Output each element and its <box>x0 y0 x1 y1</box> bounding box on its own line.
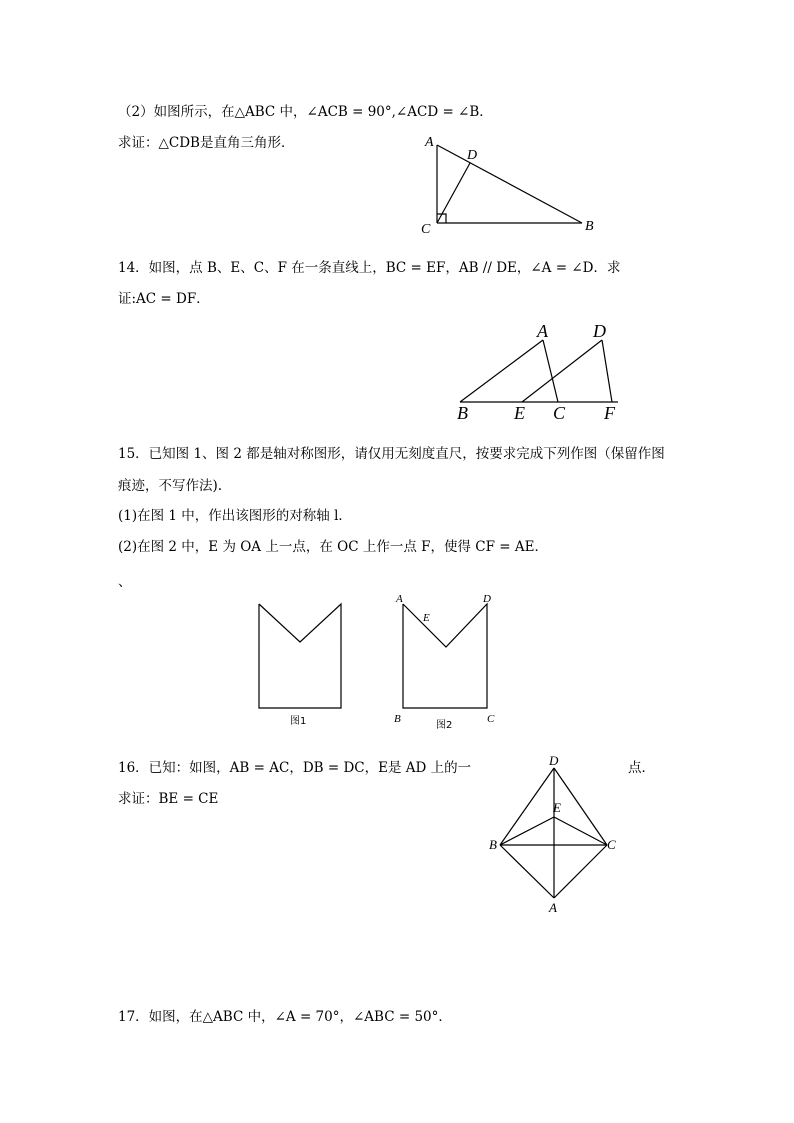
label-b: B <box>489 837 497 852</box>
label-a: A <box>537 321 548 341</box>
label-b: B <box>585 219 594 234</box>
label-c: C <box>607 837 616 852</box>
figure2-caption: 图2 <box>436 720 453 731</box>
label-a: A <box>425 135 434 150</box>
label-b: B <box>457 403 468 423</box>
label-f: F <box>604 403 615 423</box>
segment-db <box>500 768 554 845</box>
segment-ca <box>554 845 607 898</box>
problem14-line1: 14．如图，点 B、E、C、F 在一条直线上，BC = EF，AB // DE，∠A = ∠D．求 <box>118 260 621 276</box>
label-a: A <box>396 593 403 605</box>
problem15-line1: 15．已知图 1、图 2 都是轴对称图形，请仅用无刻度直尺，按要求完成下列作图（保留作图 <box>118 446 665 462</box>
problem15-figure1 <box>250 596 350 731</box>
label-d: D <box>467 148 478 163</box>
problem16-line1: 16．已知：如图，AB = AC，DB = DC，E是 AD 上的一 <box>118 760 472 776</box>
label-e: E <box>423 612 430 624</box>
label-c: C <box>421 222 431 237</box>
label-e: E <box>553 800 561 815</box>
problem16-line1-tail: 点． <box>628 760 655 776</box>
label-b: B <box>394 713 401 725</box>
segment-dc <box>554 768 607 845</box>
segment-ba <box>500 845 554 898</box>
problem15-item2: (2)在图 2 中，E 为 OA 上一点，在 OC 上作一点 F，使得 CF = AE． <box>118 539 548 555</box>
segment-ce <box>554 817 607 845</box>
stray-mark: 、 <box>118 574 132 590</box>
problem14-figure <box>450 318 630 426</box>
problem15-item1: (1)在图 1 中，作出该图形的对称轴 l． <box>118 508 352 524</box>
segment-ed <box>522 340 602 402</box>
problem17-line1: 17．如图，在△ABC 中，∠A = 70°，∠ABC = 50°． <box>118 1009 452 1025</box>
segment-ba <box>460 340 543 402</box>
problem16-figure <box>485 748 625 918</box>
segment-be <box>500 817 554 845</box>
figure1-outline <box>259 604 341 708</box>
problem13-part2-text: （2）如图所示，在△ABC 中，∠ACB = 90°,∠ACD = ∠B． <box>118 104 493 120</box>
segment-ac <box>543 340 558 402</box>
segment-df <box>602 340 612 402</box>
label-e: E <box>514 403 525 423</box>
problem13-triangle-figure <box>415 130 615 240</box>
label-d: D <box>483 593 491 605</box>
label-c: C <box>553 403 566 423</box>
figure1-caption: 图1 <box>290 716 307 727</box>
problem15-line2: 痕迹，不写作法). <box>118 478 223 494</box>
figure2-outline <box>403 604 487 708</box>
problem13-prove-text: 求证：△CDB是直角三角形． <box>118 135 295 151</box>
label-d: D <box>593 321 606 341</box>
label-c: C <box>487 713 495 725</box>
problem14-line2: 证:AC = DF． <box>118 291 210 307</box>
problem15-figure2 <box>390 588 500 733</box>
label-a: A <box>549 900 557 915</box>
label-d: D <box>549 753 559 768</box>
problem16-line2: 求证：BE = CE <box>118 791 219 807</box>
